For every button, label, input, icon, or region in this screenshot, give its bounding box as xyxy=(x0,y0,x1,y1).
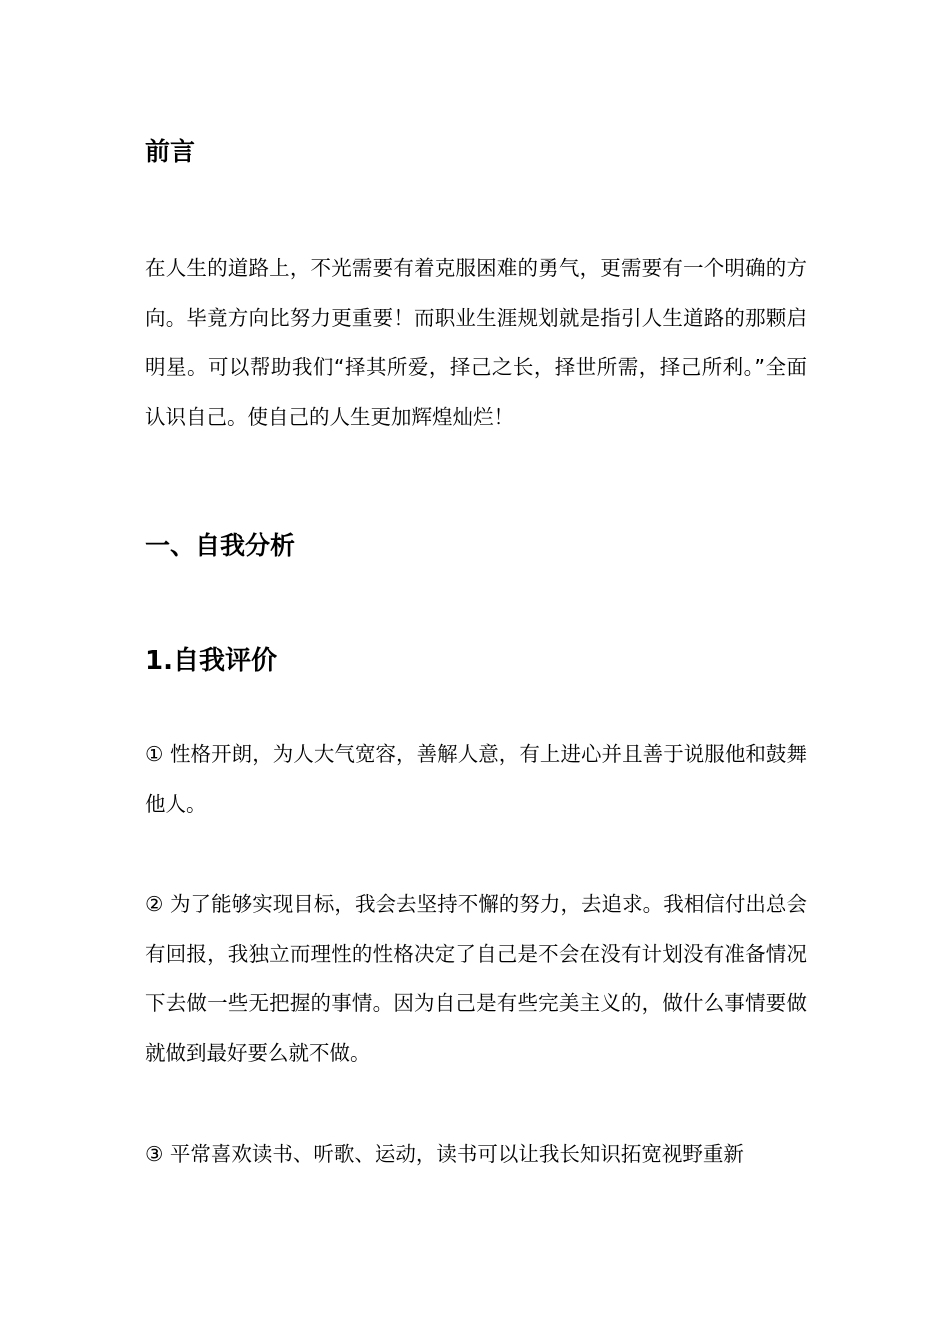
section-heading-self-analysis: 一、自我分析 xyxy=(145,531,296,560)
evaluation-item-2: ② 为了能够实现目标，我会去坚持不懈的努力，去追求。我相信付出总会有回报，我独立而理性的性格决定了自己是不会在没有计划没有准备情况下去做一些无把握的事情。因为自己是有些完美主义的，做什么事情要做就做到最好要么就不做。 xyxy=(145,892,807,1065)
intro-paragraph: 在人生的道路上，不光需要有着克服困难的勇气，更需要有一个明确的方向。毕竟方向比努力更重要！而职业生涯规划就是指引人生道路的那颗启明星。可以帮助我们“择其所爱，择己之长，择世所需，择己所利。”全面认识自己。使自己的人生更加辉煌灿烂！ xyxy=(145,256,807,429)
evaluation-item-1: ① 性格开朗，为人大气宽容，善解人意，有上进心并且善于说服他和鼓舞他人。 xyxy=(145,742,807,816)
subsection-heading-self-evaluation: 1.自我评价 xyxy=(145,646,277,676)
evaluation-item-3: ③ 平常喜欢读书、听歌、运动，读书可以让我长知识拓宽视野重新 xyxy=(145,1142,744,1166)
preface-heading: 前言 xyxy=(145,137,196,166)
